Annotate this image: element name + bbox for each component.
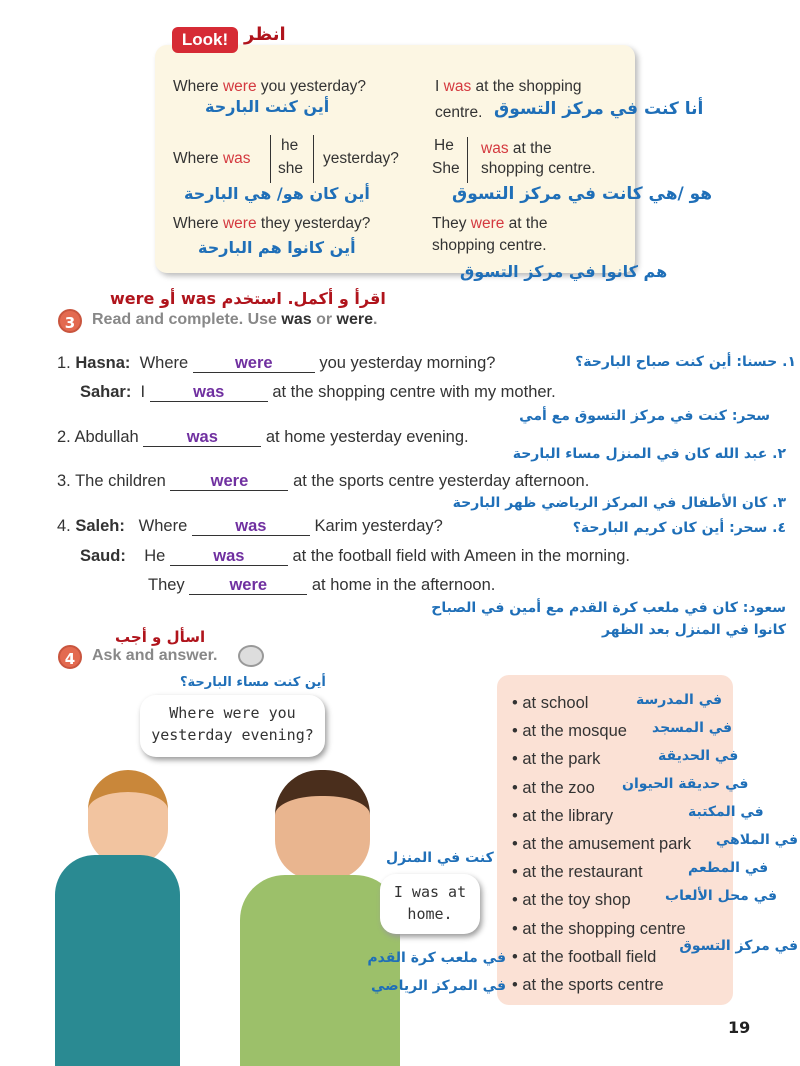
bullet-icon: • <box>512 863 518 882</box>
place-item <box>512 722 627 741</box>
look-question-3-arabic: أين كانوا هم البارحة <box>198 238 356 257</box>
exercise-line-1-arabic: ١. حسنا: أين كنت صباح البارحة؟ <box>575 354 796 370</box>
place-label: at the amusement park <box>522 835 692 853</box>
exercise-line-3-arabic: ٣. كان الأطفال في المركز الرياضي ظهر البارحة <box>452 495 786 511</box>
place-label: at the park <box>522 750 601 769</box>
place-label: at the library <box>522 806 614 825</box>
place-arabic: في حديقة الحيوان <box>622 776 749 792</box>
bullet-icon: • <box>512 976 518 994</box>
boy-left-figure <box>55 855 180 1066</box>
place-arabic: في محل الألعاب <box>665 888 778 904</box>
speech-bubble-question: Where were you yesterday evening? <box>140 695 325 757</box>
bullet-icon: • <box>512 778 518 797</box>
boy-right-head <box>275 770 370 880</box>
look-question-1-arabic: أين كنت البارحة <box>205 97 330 116</box>
place-label: at the football field <box>522 947 657 966</box>
place-arabic: في المكتبة <box>688 804 764 820</box>
look-question-2-arabic: أين كان هو/ هي البارحة <box>184 184 370 203</box>
answer-blank[interactable]: were <box>170 472 288 491</box>
look-answer-2-arabic: هو /هي كانت في مركز التسوق <box>452 184 713 204</box>
place-arabic: في المطعم <box>688 860 769 876</box>
place-item <box>512 694 588 713</box>
bullet-icon: • <box>512 750 518 769</box>
exercise-line-4c-arabic: كانوا في المنزل بعد الظهر <box>602 622 786 638</box>
look-answer-1-arabic: أنا كنت في مركز التسوق <box>494 99 704 119</box>
exercise-line-2-arabic: ٢. عبد الله كان في المنزل مساء البارحة <box>512 446 786 462</box>
exercise-4-arabic-title: اسأل و أجب <box>115 628 206 646</box>
place-arabic: في الحديقة <box>658 748 739 764</box>
place-label: at the toy shop <box>522 891 631 910</box>
place-label: at the restaurant <box>522 863 643 882</box>
speech-bubble-2-arabic: كنت في المنزل <box>386 850 494 866</box>
bullet-icon: • <box>512 806 518 825</box>
answer-blank[interactable]: were <box>189 576 307 595</box>
place-arabic: في المركز الرياضي <box>370 978 506 994</box>
look-question-2-end: yesterday? <box>323 150 399 167</box>
exercise-3-title: Read and complete. Use was or were. <box>92 311 378 328</box>
answer-blank[interactable]: was <box>170 547 288 566</box>
place-item <box>512 750 600 769</box>
place-label: at the shopping centre <box>522 919 686 938</box>
place-label: at the zoo <box>522 778 595 797</box>
place-label: at the mosque <box>522 722 627 741</box>
bullet-icon: • <box>512 694 518 712</box>
boy-left-head <box>88 770 168 865</box>
exercise-line-1b-arabic: سحر: كنت في مركز التسوق مع أمي <box>519 408 770 424</box>
place-label: at school <box>522 694 589 712</box>
answer-blank[interactable]: was <box>150 383 268 402</box>
place-item <box>512 920 686 939</box>
exercise-line-4: 4. Saleh: Where was Karim yesterday? <box>57 517 443 535</box>
place-arabic: في مركز التسوق <box>679 938 798 954</box>
look-answer-3: They were at the <box>432 215 548 232</box>
exercise-line-3: 3. The children were at the sports centre yesterday afternoon. <box>57 472 590 490</box>
place-label: at the sports centre <box>522 976 664 994</box>
place-item <box>512 891 631 910</box>
place-item <box>512 863 643 882</box>
look-answer-he: He <box>434 137 454 154</box>
look-question-2: Where was <box>173 150 251 167</box>
place-arabic: في المدرسة <box>636 692 723 708</box>
exercise-3-number: 3 <box>58 309 82 333</box>
place-arabic: في الملاهي <box>715 832 798 848</box>
answer-blank[interactable]: was <box>143 428 261 447</box>
exercise-line-4b: Saud: He was at the football field with Ameen in the morning. <box>80 547 631 565</box>
exercise-4-number: 4 <box>58 645 82 669</box>
exercise-3-arabic-title: اقرأ و أكمل. استخدم was أو were <box>110 289 386 308</box>
exercise-line-2: 2. Abdullah was at home yesterday evening. <box>57 428 469 446</box>
exercise-4-title: Ask and answer. <box>92 647 218 664</box>
bullet-icon: • <box>512 722 518 741</box>
look-answer-she: She <box>432 160 460 177</box>
place-arabic: في ملعب كرة القدم <box>367 950 506 966</box>
look-answer-3-arabic: هم كانوا في مركز التسوق <box>460 262 668 281</box>
exercise-line-4b-arabic: سعود: كان في ملعب كرة القدم مع أمين في الصباح <box>431 600 786 616</box>
bullet-icon: • <box>512 947 518 966</box>
look-answer-2-line2: shopping centre. <box>481 160 596 177</box>
bullet-icon: • <box>512 891 518 910</box>
look-answer-1: I was at the shopping <box>435 78 582 95</box>
cd-audio-icon[interactable] <box>238 645 264 667</box>
answer-blank[interactable]: were <box>193 354 315 373</box>
boy-right-figure <box>240 875 400 1066</box>
place-item <box>512 779 595 798</box>
page-number: 19 <box>728 1018 751 1037</box>
look-answer-1-line2: centre. <box>435 104 483 121</box>
exercise-line-1: 1. Hasna: Where were you yesterday morning? <box>57 354 496 372</box>
place-item <box>512 807 613 826</box>
speech-bubble-answer: I was at home. <box>380 874 480 934</box>
place-item <box>512 948 656 967</box>
place-item <box>512 976 664 995</box>
look-answer-2: was at the <box>481 140 552 157</box>
bullet-icon: • <box>512 919 518 938</box>
place-item <box>512 835 691 854</box>
look-question-3: Where were they yesterday? <box>173 215 371 232</box>
answer-blank[interactable]: was <box>192 517 310 536</box>
look-pronoun-she: she <box>278 160 303 177</box>
look-pronoun-he: he <box>281 137 299 154</box>
look-question-1: Where were you yesterday? <box>173 78 367 95</box>
place-arabic: في المسجد <box>652 720 733 736</box>
bullet-icon: • <box>512 835 518 853</box>
exercise-line-4-arabic: ٤. سحر: أين كان كريم البارحة؟ <box>572 520 786 536</box>
look-answer-3-line2: shopping centre. <box>432 237 547 254</box>
exercise-line-1b: Sahar: I was at the shopping centre with my mother. <box>80 383 556 401</box>
speech-bubble-1-arabic: أين كنت مساء البارحة؟ <box>180 675 326 690</box>
look-badge-arabic: انظر <box>244 24 286 45</box>
exercise-line-4c: They were at home in the afternoon. <box>148 576 496 594</box>
look-badge: Look! <box>172 27 238 53</box>
